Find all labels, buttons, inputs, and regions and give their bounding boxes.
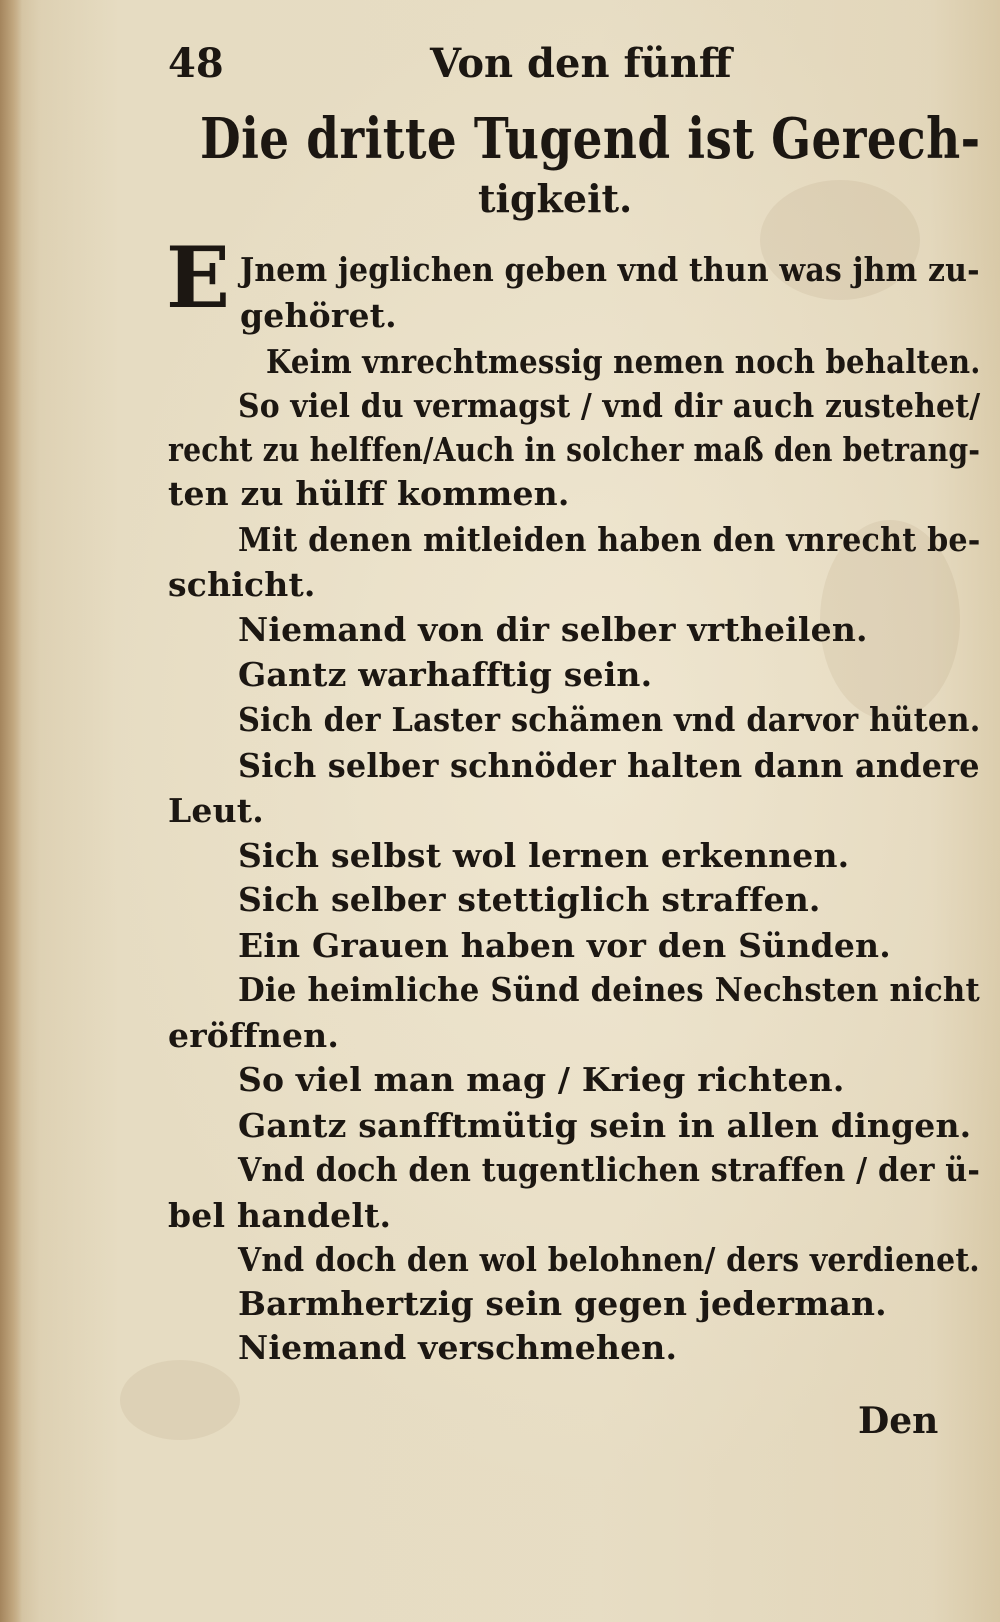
text-line: So viel man mag / Krieg richten. (238, 1060, 845, 1099)
text-line: eröffnen. (168, 1016, 340, 1055)
text-line: Keim vnrechtmessig nemen noch behalten. (266, 342, 981, 381)
text-line: Sich selber schnöder halten dann andere (238, 746, 980, 785)
page-number: 48 (168, 40, 224, 87)
text-line: Niemand von dir selber vrtheilen. (238, 610, 868, 649)
paper-stain (120, 1360, 240, 1440)
text-line: bel handelt. (168, 1196, 392, 1235)
text-line: Die heimliche Sünd deines Nechsten nicht (238, 970, 980, 1009)
text-line: Vnd doch den wol belohnen/ ders verdienet. (238, 1240, 980, 1279)
text-line: Vnd doch den tugentlichen straffen / der ü- (238, 1150, 981, 1189)
text-line: Sich der Laster schämen vnd darvor hüten. (238, 700, 981, 739)
page-edge-shadow (0, 0, 22, 1622)
text-line: Ein Grauen haben vor den Sünden. (238, 926, 891, 965)
running-head: Von den fünff (430, 40, 732, 87)
catchword: Den (858, 1400, 939, 1442)
text-line: Barmhertzig sein gegen jederman. (238, 1284, 887, 1323)
text-line: Gantz warhafftig sein. (238, 655, 653, 694)
text-line: recht zu helffen/Auch in solcher maß den betrang- (168, 430, 981, 469)
text-line: Mit denen mitleiden haben den vnrecht be- (238, 520, 981, 559)
chapter-heading: Die dritte Tugend ist Gerech- (200, 106, 981, 172)
chapter-heading-continued: tigkeit. (478, 176, 633, 221)
text-line: Sich selbst wol lernen erkennen. (238, 836, 850, 875)
text-line: So viel du vermagst / vnd dir auch zustehet/ (238, 386, 981, 425)
text-line: schicht. (168, 565, 316, 604)
text-line: Leut. (168, 791, 264, 830)
text-line: Gantz sanfftmütig sein in allen dingen. (238, 1106, 972, 1145)
text-line: Jnem jeglichen geben vnd thun was jhm zu- (240, 250, 980, 289)
drop-cap: E (166, 228, 231, 327)
text-line: Niemand verschmehen. (238, 1328, 678, 1367)
text-line: gehöret. (240, 296, 397, 335)
text-line: ten zu hülff kommen. (168, 474, 570, 513)
text-line: Sich selber stettiglich straffen. (238, 880, 821, 919)
